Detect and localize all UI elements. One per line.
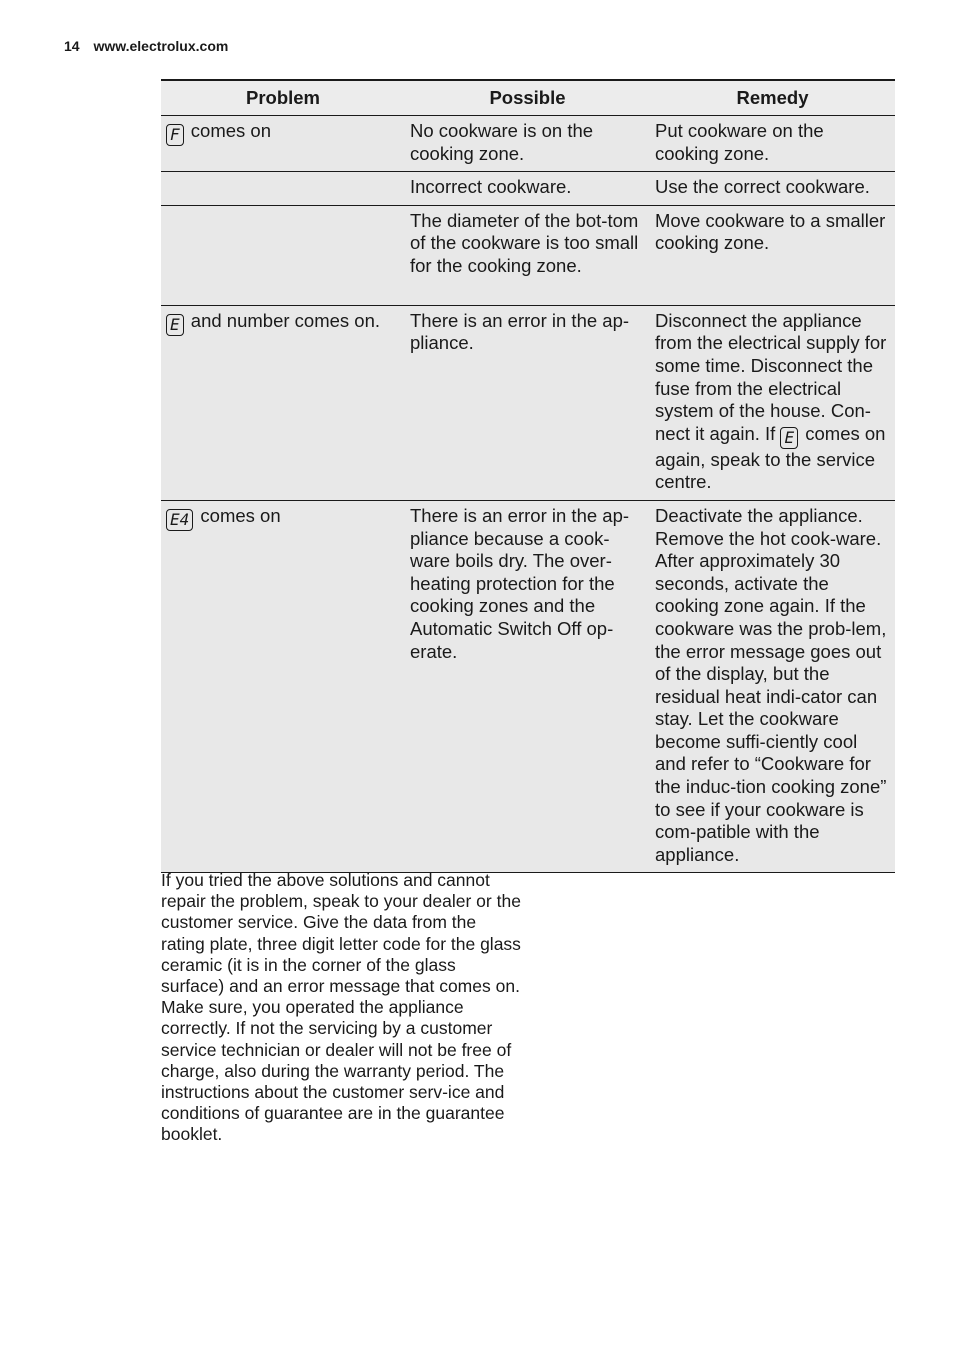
table-row (161, 172, 895, 206)
column-header-remedy: Remedy (650, 80, 895, 116)
site-url: www.electrolux.com (93, 38, 229, 54)
table-row (161, 500, 895, 873)
remedy-cell: Put cookware on the cooking zone. (650, 116, 895, 172)
possible-cell: The diameter of the bot-tom of the cookware is too small for the cooking zone. (405, 205, 650, 305)
problem-cell (161, 172, 405, 206)
column-header-problem: Problem (161, 80, 405, 116)
remedy-cell: Deactivate the appliance. Remove the hot cook-ware. After approximately 30 seconds, activate the cooking zone again. If the cookware was the prob-lem, the error message goes out of the display, but the residual heat indi-cator can stay. Let the cookware become suffi-ciently cool and refer to “Cookware for the induc-tion cooking zone” to see if your cookware is com-patible with the appliance. (650, 500, 895, 873)
display-symbol-icon: F (166, 124, 184, 146)
display-symbol-icon: E4 (166, 509, 193, 531)
table-row (161, 305, 895, 500)
remedy-text-after: comes on again, speak to the service centre. (655, 422, 886, 493)
problem-cell (161, 205, 405, 305)
remedy-cell: Use the correct cookware. (650, 172, 895, 206)
problem-text: comes on (200, 504, 281, 526)
table-row (161, 205, 895, 305)
remedy-cell (650, 305, 895, 500)
possible-cell: There is an error in the ap-pliance because a cook-ware boils dry. The over-heating protection for the cooking zones and the Automatic Switch Off op-erate. (405, 500, 650, 873)
possible-cell: Incorrect cookware. (405, 172, 650, 206)
table-header-row (161, 80, 895, 116)
remedy-cell: Move cookware to a smaller cooking zone. (650, 205, 895, 305)
possible-cell: No cookware is on the cooking zone. (405, 116, 650, 172)
problem-text: comes on (190, 120, 271, 141)
warranty-paragraph: Make sure, you operated the appliance correctly. If not the servicing by a customer service technician or dealer will not be free of charge, also during the warranty period. The instructions about the customer serv-ice and conditions of guarantee are in the guarantee booklet. (161, 997, 512, 1145)
problem-text: and number comes on. (190, 309, 380, 331)
display-symbol-icon: E (780, 427, 798, 449)
troubleshooting-table (161, 79, 895, 873)
remedy-text-before: Disconnect the appliance from the electrical supply for some time. Disconnect the fuse from the electrical system of the house. Con-nect it again. If (655, 309, 887, 444)
problem-cell (161, 305, 405, 500)
page-number: 14 (64, 38, 80, 54)
display-symbol-icon: E (166, 314, 184, 336)
service-note (161, 870, 521, 1146)
column-header-possible: Possible (405, 80, 650, 116)
page-header (64, 38, 228, 54)
problem-cell (161, 116, 405, 172)
problem-cell (161, 500, 405, 873)
table-row (161, 116, 895, 172)
service-paragraph: If you tried the above solutions and cannot repair the problem, speak to your dealer or the customer service. Give the data from the rating plate, three digit letter code for the glass ceramic (it is in the corner of the glass surface) and an error message that comes on. (161, 870, 521, 997)
possible-cell: There is an error in the ap-pliance. (405, 305, 650, 500)
